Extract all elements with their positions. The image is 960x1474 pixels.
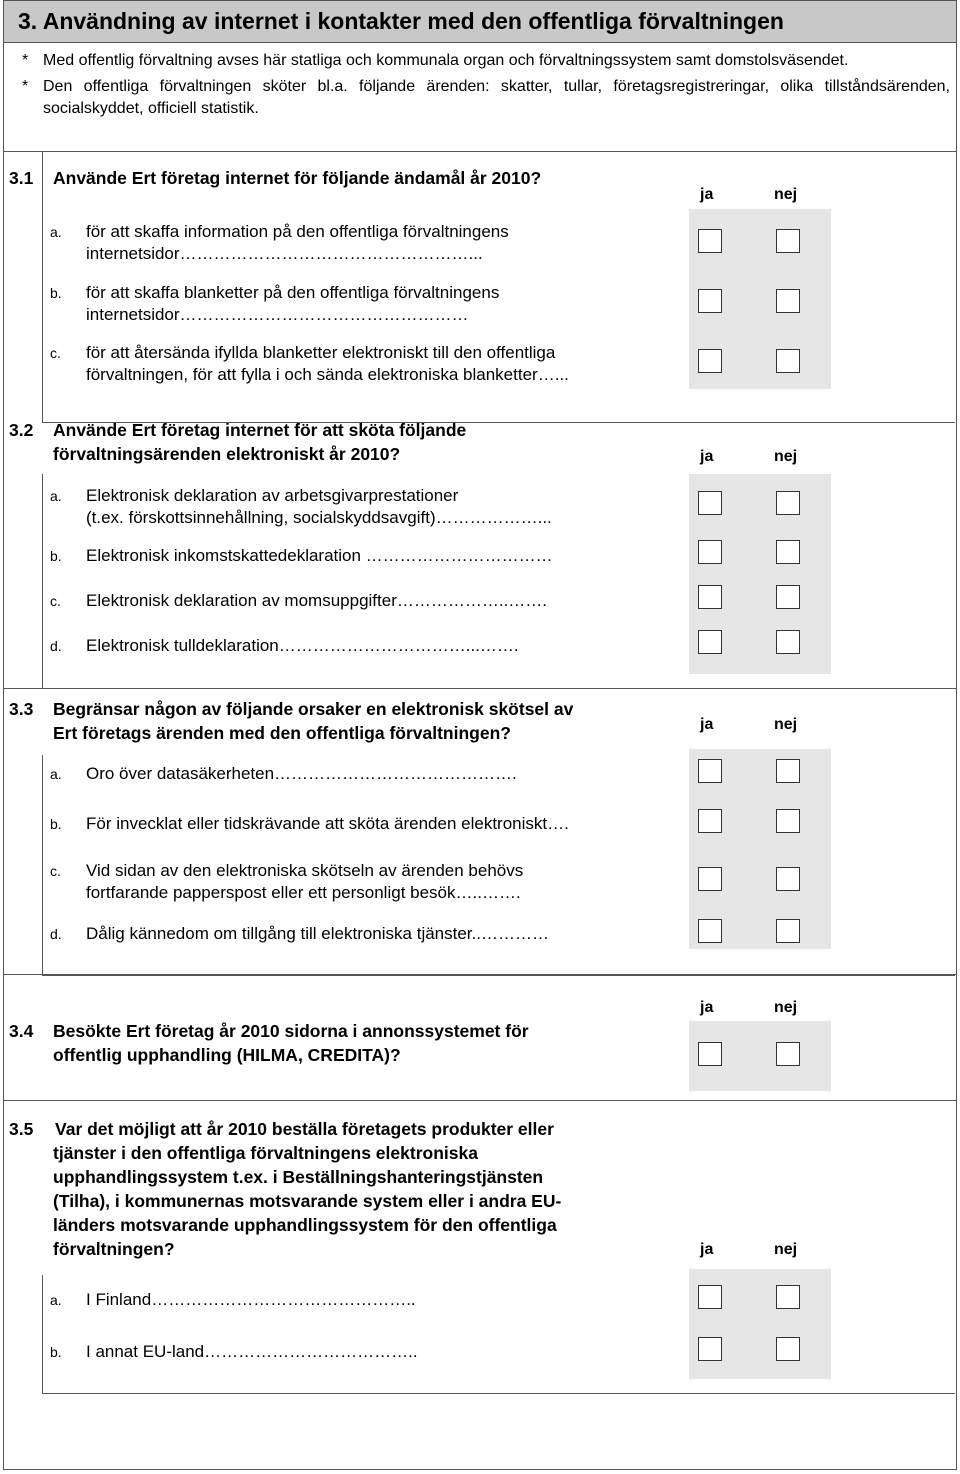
question-text-line2: tjänster i den offentliga förvaltningens elektroniska (53, 1143, 478, 1163)
question-text-line5: länders motsvarande upphandlingssystem för den offentliga (53, 1215, 557, 1235)
checkbox-no[interactable] (776, 759, 800, 783)
checkbox-no[interactable] (776, 540, 800, 564)
item-text-line1: Elektronisk inkomstskattedeklaration …………………………… (86, 546, 553, 565)
checkbox-yes[interactable] (698, 540, 722, 564)
note-bullet: * (22, 52, 29, 69)
question-text-line6: förvaltningen? (53, 1239, 175, 1259)
no-label: nej (774, 999, 798, 1016)
item-text-line2: förvaltningen, för att fylla i och sända elektroniska blanketter…... (86, 365, 569, 384)
item-text-line2: internetsidor……………………………………………... (86, 244, 483, 263)
item-text-line1: För invecklat eller tidskrävande att sköta ärenden elektroniskt…. (86, 814, 569, 833)
item-text-line1: Dålig kännedom om tillgång till elektroniska tjänster..………… (86, 924, 549, 943)
question-text-line2: offentlig upphandling (HILMA, CREDITA)? (53, 1045, 401, 1065)
checkbox-no[interactable] (776, 491, 800, 515)
checkbox-yes[interactable] (698, 349, 722, 373)
question-3-2 (4, 408, 956, 688)
notes (16, 50, 950, 124)
checkbox-yes[interactable] (698, 585, 722, 609)
item-text-line1: för att skaffa information på den offentliga förvaltningens (86, 222, 509, 241)
no-label: nej (774, 1241, 798, 1258)
yes-label: ja (700, 448, 714, 465)
question-number: 3.1 (9, 168, 34, 188)
item-letter: a. (50, 1292, 62, 1308)
item-letter: d. (50, 926, 62, 942)
checkbox-no[interactable] (776, 630, 800, 654)
question-number: 3.5 (9, 1119, 34, 1139)
item-letter: a. (50, 224, 62, 240)
item-text-line2: fortfarande papperspost eller ett personligt besök…..……. (86, 883, 521, 902)
item-text-line1: Elektronisk deklaration av momsuppgifter………………..……. (86, 591, 548, 610)
yes-label: ja (700, 1241, 714, 1258)
item-letter: c. (50, 593, 61, 609)
question-number: 3.4 (9, 1021, 34, 1041)
item-text-line1: för att skaffa blanketter på den offentliga förvaltningens (86, 283, 500, 302)
item-letter: c. (50, 345, 61, 361)
note-2 (16, 76, 950, 120)
section-title: 3. Användning av internet i kontakter med den offentliga förvaltningen (18, 8, 784, 34)
question-text-line2: Ert företags ärenden med den offentliga förvaltningen? (53, 723, 511, 743)
item-text-line1: I Finland……………………………………….. (86, 1290, 416, 1309)
checkbox-no[interactable] (776, 919, 800, 943)
question-text-line1: Använde Ert företag internet för att sköta följande (53, 420, 467, 440)
question-text-line2: förvaltningsärenden elektroniskt år 2010? (53, 444, 401, 464)
checkbox-yes[interactable] (698, 229, 722, 253)
checkbox-yes[interactable] (698, 919, 722, 943)
checkbox-yes[interactable] (698, 491, 722, 515)
note-bullet: * (22, 78, 29, 95)
item-text-line1: I annat EU-land……………………………….. (86, 1342, 418, 1361)
question-text-line1: Begränsar någon av följande orsaker en elektronisk skötsel av (53, 699, 574, 719)
item-text-line2: internetsidor…………………………………………… (86, 305, 469, 324)
checkbox-no[interactable] (776, 1285, 800, 1309)
checkbox-yes[interactable] (698, 867, 722, 891)
question-3-1 (4, 151, 956, 423)
item-letter: c. (50, 863, 61, 879)
checkbox-no[interactable] (776, 1042, 800, 1066)
checkbox-no[interactable] (776, 229, 800, 253)
note-1 (16, 50, 950, 72)
yes-label: ja (700, 716, 714, 733)
item-text-line2: (t.ex. förskottsinnehållning, socialskyddsavgift)………………... (86, 508, 552, 527)
item-letter: b. (50, 285, 62, 301)
checkbox-yes[interactable] (698, 759, 722, 783)
checkbox-yes[interactable] (698, 1042, 722, 1066)
question-text-line3: upphandlingssystem t.ex. i Beställningshanteringstjänsten (53, 1167, 544, 1187)
checkbox-yes[interactable] (698, 630, 722, 654)
note-text: Med offentlig förvaltning avses här statliga och kommunala organ och förvaltningssystem samt domstolsväsendet. (43, 52, 849, 69)
checkbox-no[interactable] (776, 585, 800, 609)
checkbox-yes[interactable] (698, 1285, 722, 1309)
item-text-line1: Vid sidan av den elektroniska skötseln av ärenden behövs (86, 861, 524, 880)
checkbox-no[interactable] (776, 809, 800, 833)
item-letter: b. (50, 816, 62, 832)
item-letter: b. (50, 1344, 62, 1360)
item-letter: a. (50, 488, 62, 504)
checkbox-yes[interactable] (698, 289, 722, 313)
section-header (3, 0, 957, 43)
item-text-line1: Elektronisk tulldeklaration……………………………...……. (86, 636, 519, 655)
question-3-5 (4, 1100, 956, 1470)
item-text-line1: för att återsända ifyllda blanketter elektroniskt till den offentliga (86, 343, 556, 362)
question-text: Använde Ert företag internet för följande ändamål år 2010? (53, 168, 542, 188)
checkbox-yes[interactable] (698, 1337, 722, 1361)
checkbox-no[interactable] (776, 349, 800, 373)
question-3-3 (4, 688, 956, 974)
no-label: nej (774, 186, 798, 203)
question-3-4 (4, 974, 956, 1100)
no-label: nej (774, 716, 798, 733)
checkbox-no[interactable] (776, 1337, 800, 1361)
checkbox-no[interactable] (776, 289, 800, 313)
item-letter: b. (50, 548, 62, 564)
checkbox-yes[interactable] (698, 809, 722, 833)
checkbox-no[interactable] (776, 867, 800, 891)
question-text-line1: Var det möjligt att år 2010 beställa företagets produkter eller (55, 1119, 554, 1139)
item-text-line1: Elektronisk deklaration av arbetsgivarprestationer (86, 486, 459, 505)
question-text-line1: Besökte Ert företag år 2010 sidorna i annonssystemet för (53, 1021, 529, 1041)
note-text: Den offentliga förvaltningen sköter bl.a. följande ärenden: skatter, tullar, företagsregistreringar, olika tillståndsärenden, socialskyddet, officiell statistik. (43, 78, 950, 117)
question-number: 3.2 (9, 420, 34, 440)
question-number: 3.3 (9, 699, 34, 719)
item-letter: d. (50, 638, 62, 654)
question-text-line4: (Tilha), i kommunernas motsvarande system eller i andra EU- (53, 1191, 562, 1211)
yes-label: ja (700, 186, 714, 203)
no-label: nej (774, 448, 798, 465)
item-letter: a. (50, 766, 62, 782)
yes-label: ja (700, 999, 714, 1016)
item-text-line1: Oro över datasäkerheten……………………………………. (86, 764, 517, 783)
